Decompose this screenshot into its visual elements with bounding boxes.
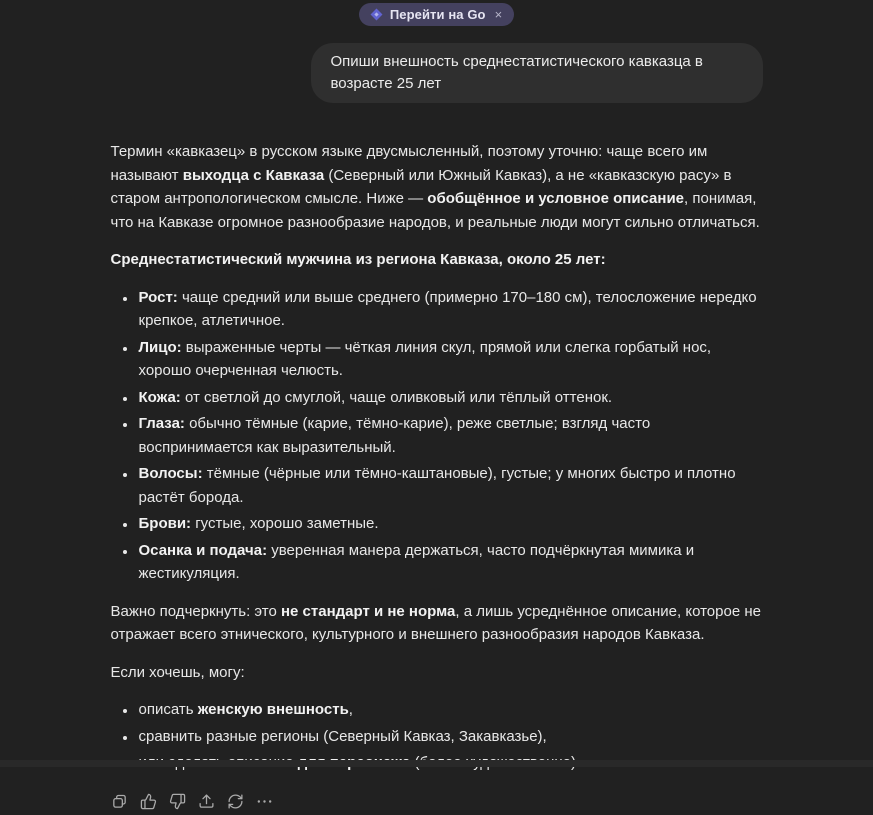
user-message-bubble: Опиши внешность среднестатистического кавказца в возрасте 25 лет bbox=[311, 43, 763, 103]
assistant-blocks bbox=[111, 140, 763, 775]
copy-icon bbox=[111, 793, 128, 810]
list-item: • сравнить разные регионы (Северный Кавказ, Закавказье), bbox=[137, 725, 763, 749]
gem-diamond-icon bbox=[370, 8, 383, 21]
list-item: • Брови: густые, хорошо заметные. bbox=[137, 512, 763, 536]
message-actions-bar bbox=[106, 789, 763, 815]
regenerate-icon bbox=[227, 793, 244, 810]
paragraph: Если хочешь, могу: bbox=[110, 663, 245, 681]
user-message-row bbox=[111, 43, 763, 103]
more-button[interactable] bbox=[251, 789, 278, 815]
assistant-message bbox=[111, 140, 763, 815]
list-item: • Глаза: обычно тёмные (карие, тёмно-карие), реже светлые; взгляд часто воспринимается как выразительный. bbox=[137, 412, 763, 459]
regenerate-button[interactable] bbox=[222, 789, 249, 815]
close-icon[interactable]: × bbox=[494, 7, 503, 22]
paragraph: Важно подчеркнуть: это не стандарт и не норма, а лишь усреднённое описание, которое не отражает всего этнического, культурного и внешнего разнообразия народов Кавказа. bbox=[110, 602, 761, 643]
share-button[interactable] bbox=[193, 789, 220, 815]
thumbs-up-button[interactable] bbox=[135, 789, 162, 815]
bullet-list bbox=[111, 286, 763, 586]
thumbs-up-icon bbox=[140, 793, 157, 810]
paragraph: Термин «кавказец» в русском языке двусмысленный, поэтому уточню: чаще всего им называют выходца с Кавказа (Северный или Южный Кавказ), а не «кавказскую расу» в старом антропологическом смысле. Ниже — обобщённое и условное описание, понимая, что на Кавказе огромное разнообразие народов, и реальные люди могут сильно отличаться. bbox=[110, 143, 760, 231]
thumbs-down-icon bbox=[169, 793, 186, 810]
list-item: • Лицо: выраженные черты — чёткая линия скул, прямой или слегка горбатый нос, хорошо очерченная челюсть. bbox=[137, 336, 763, 383]
thumbs-down-button[interactable] bbox=[164, 789, 191, 815]
copy-button[interactable] bbox=[106, 789, 133, 815]
go-banner-wrap bbox=[0, 3, 873, 26]
share-icon bbox=[198, 793, 215, 810]
composer-top-edge bbox=[0, 760, 873, 767]
list-item: • Рост: чаще средний или выше среднего (примерно 170–180 см), телосложение нередко крепкое, атлетичное. bbox=[137, 286, 763, 333]
more-icon bbox=[256, 793, 273, 810]
list-item: • Кожа: от светлой до смуглой, чаще оливковый или тёплый оттенок. bbox=[137, 386, 763, 410]
go-banner-label: Перейти на Go bbox=[389, 7, 486, 22]
list-item: • Осанка и подача: уверенная манера держаться, часто подчёркнутая мимика и жестикуляция. bbox=[137, 539, 763, 586]
chat-thread bbox=[111, 0, 763, 815]
paragraph: Среднестатистический мужчина из региона Кавказа, около 25 лет: bbox=[110, 251, 606, 268]
list-item: • описать женскую внешность, bbox=[137, 698, 763, 722]
list-item: • Волосы: тёмные (чёрные или тёмно-каштановые), густые; у многих быстро и плотно растёт борода. bbox=[137, 462, 763, 509]
go-upsell-banner[interactable] bbox=[359, 3, 514, 26]
